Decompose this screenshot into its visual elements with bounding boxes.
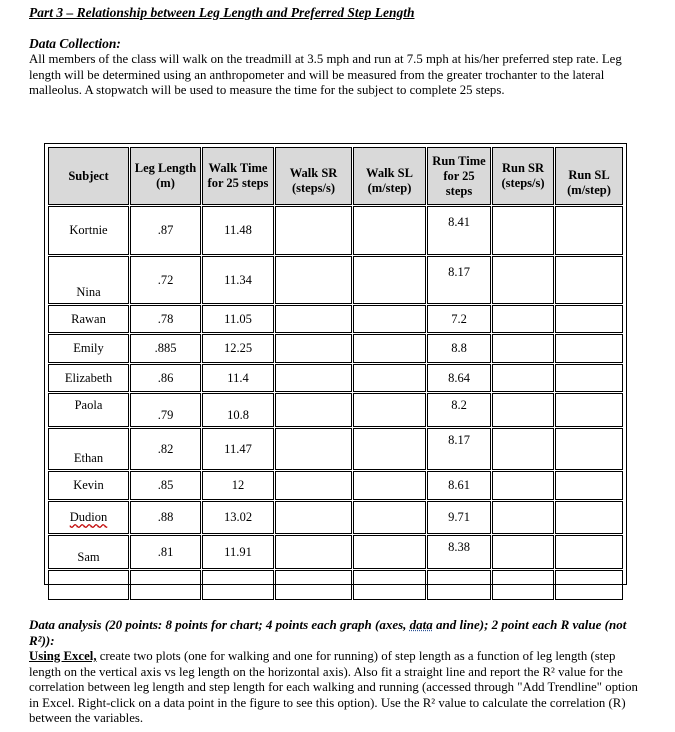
cell-subject: Ethan: [48, 428, 129, 470]
cell-run-sr: [492, 501, 554, 534]
table-row: [48, 471, 623, 500]
cell-walk-sl: [353, 428, 426, 470]
cell-run-time: 9.71: [427, 501, 491, 534]
header-subject: Subject: [48, 147, 129, 205]
table-row: [48, 305, 623, 333]
cell-walk-sr: [275, 535, 352, 569]
cell-subject: Sam: [48, 535, 129, 569]
cell-walk-time: [202, 570, 274, 600]
cell-run-sr: [492, 256, 554, 304]
cell-subject: [48, 570, 129, 600]
cell-run-sr: [492, 305, 554, 333]
data-analysis-heading-part-a: Data analysis (20 points: 8 points for chart; 4 points each graph (axes,: [29, 617, 410, 632]
cell-walk-sl: [353, 256, 426, 304]
cell-walk-time: 11.48: [202, 206, 274, 255]
cell-run-time: 8.17: [427, 428, 491, 470]
header-run-sr: Run SR (steps/s): [492, 147, 554, 205]
cell-walk-time: 11.4: [202, 364, 274, 392]
cell-leg: .885: [130, 334, 201, 363]
cell-subject: Elizabeth: [48, 364, 129, 392]
table-row: [48, 334, 623, 363]
header-run-time: Run Time for 25 steps: [427, 147, 491, 205]
cell-leg: .82: [130, 428, 201, 470]
cell-walk-sl: [353, 501, 426, 534]
table-row: [48, 364, 623, 392]
cell-walk-sl: [353, 334, 426, 363]
data-analysis-heading: [29, 617, 639, 648]
cell-walk-sl: [353, 364, 426, 392]
cell-walk-time: 11.05: [202, 305, 274, 333]
part-title: Part 3 – Relationship between Leg Length and Preferred Step Length: [29, 5, 415, 20]
header-walk-time: Walk Time for 25 steps: [202, 147, 274, 205]
cell-run-sr: [492, 206, 554, 255]
cell-run-time: 8.38: [427, 535, 491, 569]
cell-subject: [48, 501, 129, 534]
header-walk-sl: Walk SL (m/step): [353, 147, 426, 205]
cell-walk-time: 11.47: [202, 428, 274, 470]
data-analysis-text: [29, 649, 639, 727]
cell-run-sl: [555, 393, 623, 427]
table-row: [48, 393, 623, 427]
cell-walk-sr: [275, 570, 352, 600]
data-analysis-body: create two plots (one for walking and one for running) of step length as a function of leg length (step length on the vertical axis vs leg length on the horizontal axis). Also fit a straight line and report the R² value for the correlation between leg length and step length for each walking and running (accessed through "Add Trendline" option in Excel. Right-click on a data point in the figure to see this option). Use the R² value to calculate the correlation (R) between the variables.: [29, 649, 638, 725]
cell-walk-sl: [353, 393, 426, 427]
cell-walk-sr: [275, 305, 352, 333]
cell-run-time: 8.8: [427, 334, 491, 363]
cell-run-sr: [492, 364, 554, 392]
cell-run-time: 8.2: [427, 393, 491, 427]
cell-run-sl: [555, 256, 623, 304]
header-run-sl: Run SL (m/step): [555, 147, 623, 205]
cell-walk-time: 12.25: [202, 334, 274, 363]
data-analysis-heading-part-b: and line); 2 point each R value (not R²)):: [29, 617, 627, 648]
data-analysis-heading-data-word: data: [409, 617, 433, 632]
cell-run-time: [427, 570, 491, 600]
data-collection-text: All members of the class will walk on the treadmill at 3.5 mph and run at 7.5 mph at his/her preferred step rate. Leg length will be determined using an anthropometer and will be measured from the greater trochanter to the lateral malleolus. A stopwatch will be used to measure the time for the subject to complete 25 steps.: [29, 52, 622, 97]
cell-run-time: 8.61: [427, 471, 491, 500]
cell-run-sl: [555, 428, 623, 470]
cell-subject: Emily: [48, 334, 129, 363]
cell-run-sl: [555, 334, 623, 363]
data-table: [47, 146, 624, 601]
cell-walk-time: 10.8: [202, 393, 274, 427]
data-collection-heading: Data Collection:: [29, 36, 121, 51]
cell-subject: Nina: [48, 256, 129, 304]
cell-walk-sr: [275, 364, 352, 392]
table-row: [48, 570, 623, 600]
cell-run-sl: [555, 535, 623, 569]
cell-run-sr: [492, 471, 554, 500]
data-analysis-lead: Using Excel,: [29, 649, 97, 663]
cell-walk-sr: [275, 428, 352, 470]
cell-walk-time: 13.02: [202, 501, 274, 534]
cell-walk-sr: [275, 256, 352, 304]
cell-run-sl: [555, 206, 623, 255]
data-table-frame: [44, 143, 627, 585]
cell-leg: .88: [130, 501, 201, 534]
cell-subject: Kevin: [48, 471, 129, 500]
cell-run-time: 8.64: [427, 364, 491, 392]
cell-walk-time: 12: [202, 471, 274, 500]
cell-run-sl: [555, 471, 623, 500]
cell-walk-sl: [353, 471, 426, 500]
cell-leg: .86: [130, 364, 201, 392]
cell-run-time: 7.2: [427, 305, 491, 333]
cell-walk-sr: [275, 471, 352, 500]
cell-walk-sl: [353, 570, 426, 600]
cell-run-sr: [492, 393, 554, 427]
cell-run-sl: [555, 305, 623, 333]
cell-leg: .85: [130, 471, 201, 500]
table-row: [48, 256, 623, 304]
cell-walk-sl: [353, 206, 426, 255]
header-leg-length: Leg Length (m): [130, 147, 201, 205]
cell-run-time: 8.17: [427, 256, 491, 304]
table-header-row: [48, 147, 623, 205]
cell-walk-time: 11.91: [202, 535, 274, 569]
table-row: [48, 535, 623, 569]
cell-subject: Kortnie: [48, 206, 129, 255]
cell-run-time: 8.41: [427, 206, 491, 255]
cell-run-sl: [555, 364, 623, 392]
cell-run-sl: [555, 570, 623, 600]
table-row: [48, 428, 623, 470]
cell-walk-sr: [275, 334, 352, 363]
cell-run-sl: [555, 501, 623, 534]
cell-run-sr: [492, 570, 554, 600]
cell-leg: .78: [130, 305, 201, 333]
cell-leg: .87: [130, 206, 201, 255]
cell-leg: .81: [130, 535, 201, 569]
cell-walk-sr: [275, 393, 352, 427]
cell-leg: .72: [130, 256, 201, 304]
table-row: [48, 206, 623, 255]
cell-leg: .79: [130, 393, 201, 427]
cell-leg: [130, 570, 201, 600]
cell-run-sr: [492, 535, 554, 569]
cell-walk-sl: [353, 535, 426, 569]
cell-run-sr: [492, 334, 554, 363]
spellcheck-subject-name: Dudion: [69, 510, 108, 524]
cell-subject: Paola: [48, 393, 129, 427]
header-walk-sr: Walk SR (steps/s): [275, 147, 352, 205]
table-row: [48, 501, 623, 534]
cell-run-sr: [492, 428, 554, 470]
cell-walk-sr: [275, 206, 352, 255]
cell-walk-time: 11.34: [202, 256, 274, 304]
cell-walk-sr: [275, 501, 352, 534]
cell-walk-sl: [353, 305, 426, 333]
cell-subject: Rawan: [48, 305, 129, 333]
